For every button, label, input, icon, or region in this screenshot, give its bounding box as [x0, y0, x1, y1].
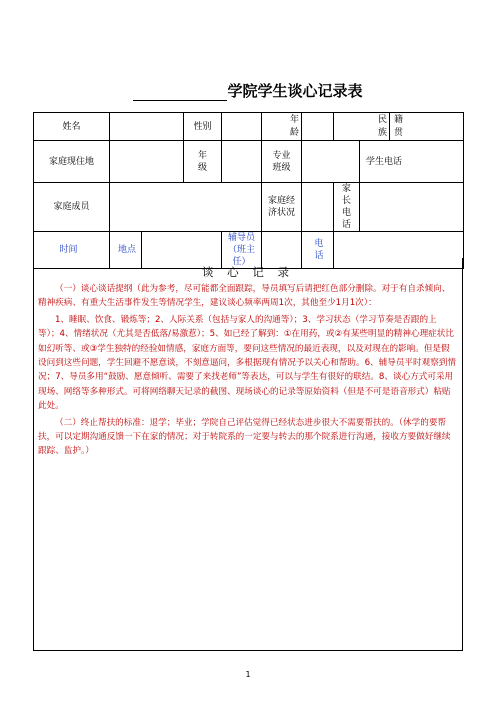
record-title: 谈 心 记 录 — [202, 265, 294, 279]
major-class-value[interactable] — [302, 141, 360, 183]
native-place-label: 籍贯 — [394, 114, 404, 138]
student-phone-label: 学生电话 — [360, 141, 464, 183]
title-text: 学院学生谈心记录表 — [227, 82, 363, 100]
outline-paragraph: （一）谈心谈话提纲（此为参考，尽可能都全面跟踪，导员填写后请把红色部分删除。对于有自杀倾向、精神疾病、有重大生活事件发生等情况学生，建议谈心频率两周1次，其他至少1月1次）： — [38, 284, 451, 309]
address-value[interactable] — [110, 141, 184, 183]
gender-value[interactable] — [222, 113, 262, 141]
parent-phone-label: 家长电话 — [334, 183, 360, 232]
address-label: 家庭现住地 — [34, 141, 110, 183]
name-value[interactable] — [110, 113, 184, 141]
family-members-label: 家庭成员 — [34, 183, 110, 232]
native-place-cell[interactable] — [390, 113, 464, 141]
phone-label: 电话 — [302, 232, 334, 269]
page-title — [0, 80, 496, 101]
ethnicity-label-text: 民族 — [378, 114, 388, 138]
topics-paragraph: 1、睡眠、饮食、锻炼等；2、人际关系（包括与家人的沟通等）；3、学习状态（学习节奏是否跟的上等）；4、情绪状况（尤其是否低落/易激惹）；5、如已经了解到：①在用药，或②有某些明显的精神心理症状比如幻听等、或③学生独特的经验如情感，家庭方面等，要问这些情况的最近表现，以及对现在的影响。但是假设问到这些问题，学生回避不愿意谈，不刻意逼问，多根据现有情况予以关心和帮助。6、辅导员平时观察到情况；7、导员多用“鼓励、愿意倾听、需要了来找老师”等表达，可以与学生有很好的联结。8、谈心方式可采用现场、网络等多种形式。可将网络聊天记录的截图、现场谈心的记录等原始资料（但是不可是语音形式）粘贴此处。 — [38, 314, 456, 412]
grade-value[interactable] — [222, 141, 262, 183]
age-label — [262, 113, 302, 141]
age-value[interactable] — [302, 113, 334, 141]
counselor-label: 辅导员（班主任） — [222, 232, 262, 269]
family-members-value[interactable] — [110, 183, 262, 232]
economy-value[interactable] — [302, 183, 334, 232]
place-label: 地点 — [110, 232, 142, 269]
student-info-table — [33, 112, 464, 269]
name-label: 姓名 — [34, 113, 110, 141]
page-number: 1 — [245, 670, 251, 679]
termination-paragraph: （二）终止帮扶的标准：退学；毕业；学院自己评估觉得已经状态进步很大不需要帮扶的。（休学的要帮扶，可以定期沟通反馈一下在家的情况；对于转院系的一定要与转去的那个院系进行沟通，接收方要做好继续跟踪、监护。） — [38, 417, 451, 457]
talk-record-section[interactable] — [33, 258, 463, 651]
parent-phone-value[interactable] — [360, 183, 464, 232]
ethnicity-label — [334, 113, 390, 141]
grade-label: 年级 — [184, 141, 222, 183]
college-name-blank[interactable] — [133, 84, 227, 101]
economy-label: 家庭经济状况 — [262, 183, 302, 232]
major-class-label: 专业班级 — [262, 141, 302, 183]
time-label: 时间 — [34, 232, 110, 269]
age-label-text: 年龄 — [290, 114, 300, 138]
gender-label: 性别 — [184, 113, 222, 141]
